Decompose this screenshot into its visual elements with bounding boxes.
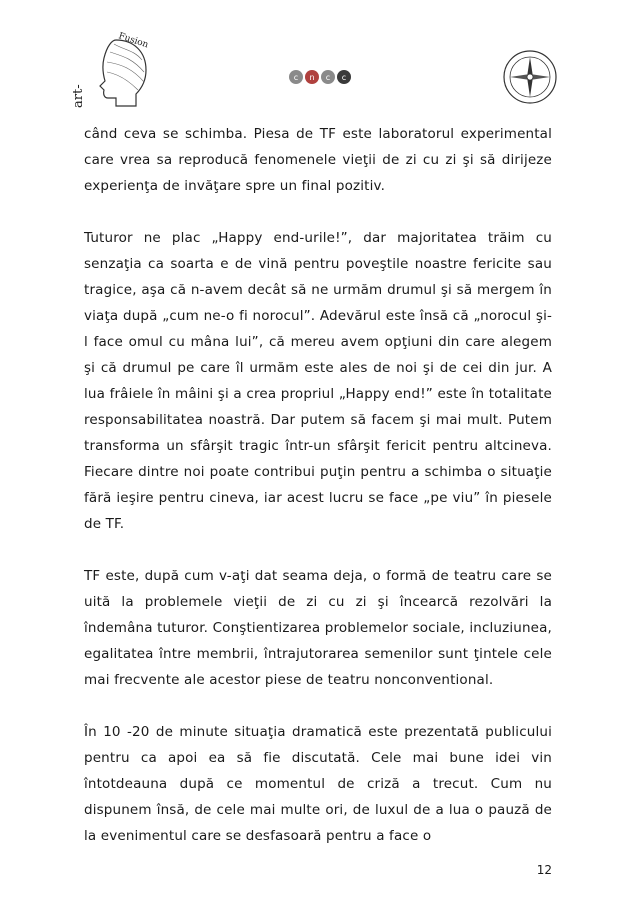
svg-text:c: c: [341, 73, 347, 82]
svg-text:n: n: [309, 73, 315, 82]
paragraph: În 10 -20 de minute situaţia dramatică este prezentată publicului pentru ca apoi ea să fie discutată. Cele mai bune idei vin întotdeauna după ce momentul de criză a trecut. Cum nu dispunem însă, de cele mai multe ori, de luxul de a lua o pauză de la evenimentul care se desfasoară pentru a face o: [84, 724, 552, 844]
svg-text:art-: art-: [71, 84, 86, 108]
page-header: [0, 0, 638, 125]
compass-seal-logo-icon: [502, 48, 558, 106]
page-number: 12: [536, 863, 552, 877]
svg-text:Fusion: Fusion: [117, 31, 150, 51]
paragraph: când ceva se schimba. Piesa de TF este laboratorul experimental care vrea sa reproducă fenomenele vieţii de zi cu zi şi să dirijeze experienţa de invăţare spre un final pozitiv.: [84, 126, 552, 194]
svg-text:c: c: [325, 73, 331, 82]
paragraph: TF este, după cum v-aţi dat seama deja, o formă de teatru care se uită la problemele vieţii de zi cu zi şi încearcă rezolvări la îndemâna tuturor. Conştientizarea problemelor sociale, incluziunea, egalitatea între membrii, întrajutorarea semenilor sunt ţintele cele mai frecvente ale acestor piese de teatru nonconventional.: [84, 568, 552, 688]
page-body: [84, 121, 552, 875]
head-profile-logo-icon: [71, 26, 156, 116]
paragraph: Tuturor ne plac „Happy end-urile!”, dar majoritatea trăim cu senzaţia ca soarta e de vină pentru poveştile noastre fericite sau tragice, aşa că n-avem decât să ne urmăm drumul şi să mergem în viaţa după „cum ne-o fi norocul”. Adevărul este însă că „norocul şi-l face omul cu mâna lui”, că mereu avem opţiuni din care alegem şi că drumul pe care îl urmăm este ales de noi şi de cei din jur. A lua frâiele în mâini şi a crea propriul „Happy end!” este în totalitate responsabilitatea noastră. Dar putem să facem şi mai mult. Putem transforma un sfârşit tragic într-un sfârşit fericit pentru altcineva. Fiecare dintre noi poate contribui puţin pentru a schimba o situaţie fără ieşire pentru cineva, iar acest lucru se face „pe viu” în piesele de TF.: [84, 230, 552, 532]
svg-text:c: c: [293, 73, 299, 82]
cncc-logo-icon: [288, 68, 354, 94]
